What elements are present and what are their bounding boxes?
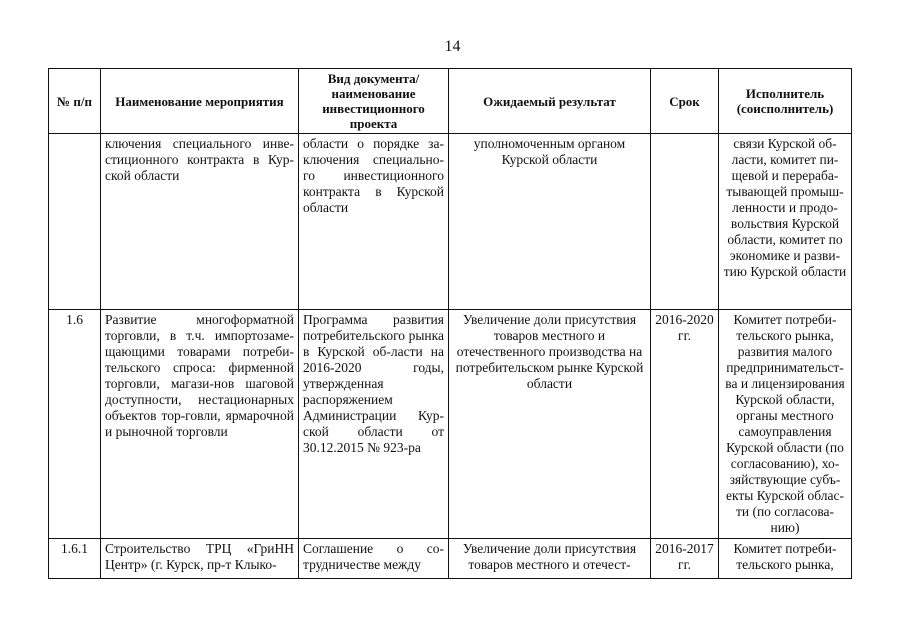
row-doc: Соглашение о со-трудничестве между: [299, 539, 449, 579]
row-result: уполномоченным органом Курской области: [449, 134, 651, 310]
page-number: 14: [444, 38, 461, 55]
row-result: Увеличение доли присутствия товаров местного и отечест-: [449, 539, 651, 579]
row-doc: области о порядке за-ключения специально-го инвестиционного контракта в Курской области: [299, 134, 449, 310]
row-num: 1.6.1: [49, 539, 101, 579]
table-row: [49, 539, 852, 579]
row-executor: связи Курской об-ласти, комитет пи-щевой и перераба-тывающей промыш-ленности и продо-вольствия Курской области, комитет по экономике и разви-тию Курской области: [719, 134, 852, 310]
row-name: Развитие многоформатной торговли, в т.ч. импортозаме-щающими товарами потреби-тельского спроса: фирменной торговли, магази-нов шаговой доступности, нестационарных объектов тор-говли, ярмарочной и рыночной торговли: [101, 310, 299, 539]
row-name: Строительство ТРЦ «ГриНН Центр» (г. Курск, пр-т Клыко-: [101, 539, 299, 579]
row-name: ключения специального инве-стиционного контракта в Кур-ской области: [101, 134, 299, 310]
row-num: 1.6: [49, 310, 101, 539]
header-name: Наименование мероприятия: [101, 69, 299, 134]
table-row: [49, 310, 852, 539]
row-result: Увеличение доли присутствия товаров местного и отечественного производства на потребительском рынке Курской области: [449, 310, 651, 539]
table-header-row: [49, 69, 852, 134]
row-term: 2016-2017 гг.: [651, 539, 719, 579]
table-row: [49, 134, 852, 310]
row-num: [49, 134, 101, 310]
header-result: Ожидаемый результат: [449, 69, 651, 134]
row-doc: Программа развития потребительского рынка в Курской об-ласти на 2016-2020 годы, утвержденная распоряжением Администрации Кур-ской области от 30.12.2015 № 923-ра: [299, 310, 449, 539]
header-term: Срок: [651, 69, 719, 134]
row-executor: Комитет потреби-тельского рынка,: [719, 539, 852, 579]
header-num: № п/п: [49, 69, 101, 134]
measures-table: [48, 68, 852, 579]
row-term: 2016-2020 гг.: [651, 310, 719, 539]
header-doc: Вид документа/ наименование инвестиционного проекта: [299, 69, 449, 134]
row-term: [651, 134, 719, 310]
row-executor: Комитет потреби-тельского рынка, развития малого предпринимательст-ва и лицензирования Курской области, органы местного самоуправления Курской области (по согласованию), хо-зяйствующие субъ-екты Курской облас-ти (по согласова-нию): [719, 310, 852, 539]
header-executor: Исполнитель (соисполнитель): [719, 69, 852, 134]
